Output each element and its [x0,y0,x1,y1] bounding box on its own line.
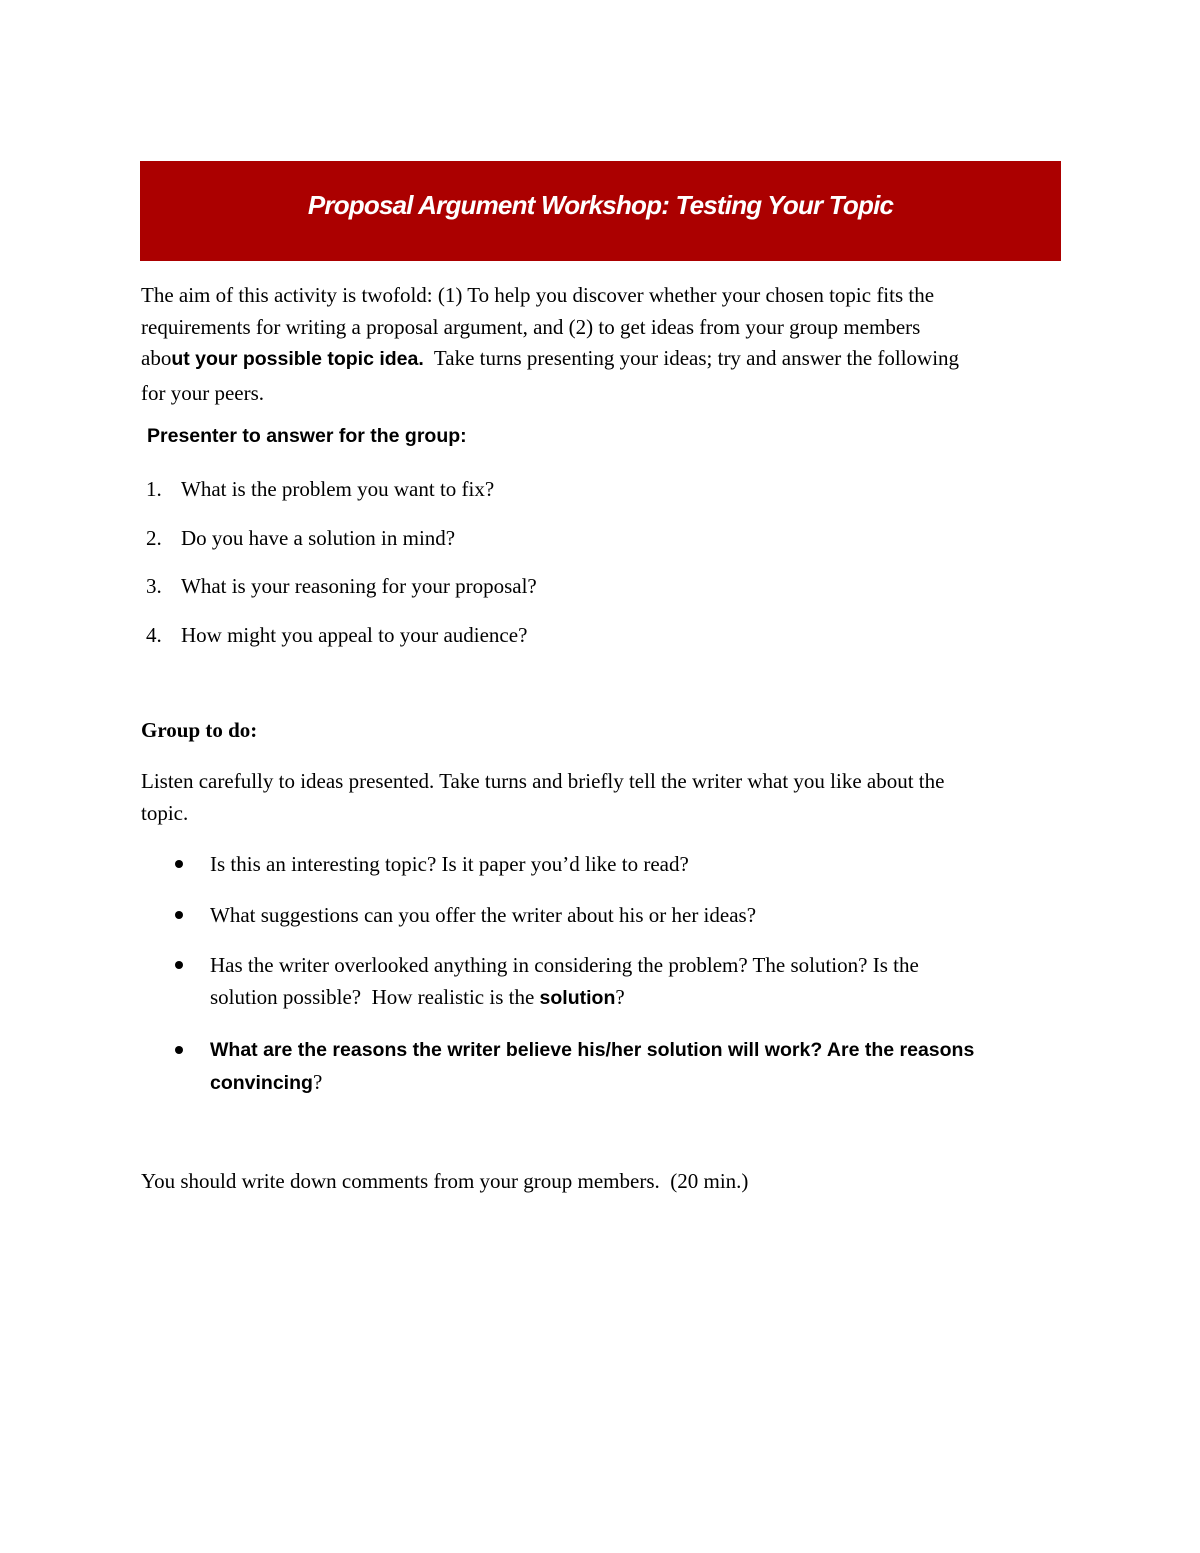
item-text: How might you appeal to your audience? [181,623,528,648]
page-title: Proposal Argument Workshop: Testing Your Topic [307,189,894,220]
bullet-bold-word: solution [539,987,616,1009]
bullet-icon [172,1034,210,1099]
bullet-line [210,1066,1052,1099]
list-item [141,523,1041,572]
list-item [141,620,1041,669]
list-item [172,1034,1052,1099]
closing-note: You should write down comments from your group members. (20 min.) [141,1169,749,1193]
item-text: Do you have a solution in mind? [181,525,456,550]
presenter-heading: Presenter to answer for the group: [147,425,467,447]
group-heading: Group to do: [141,718,258,742]
intro-line3-end: Take turns presenting your ideas; try and answer the following [423,346,960,370]
item-number: 3. [146,574,162,599]
bullet-line-end: ? [312,1070,323,1094]
bullet-icon [172,899,210,931]
bullet-icon [172,949,210,1014]
intro-line: requirements for writing a proposal argument, and (2) to get ideas from your group members [141,314,921,339]
bullet-line-end: ? [615,985,625,1009]
bullet-text [210,1034,1052,1099]
bullet-line-start: solution possible? How realistic is the [210,985,540,1009]
item-text: What is the problem you want to fix? [181,477,495,501]
intro-bold-phrase: ut your possible topic idea. [171,348,424,370]
list-item [141,474,1041,523]
bullet-line: Has the writer overlooked anything in considering the problem? The solution? Is the [210,953,919,977]
intro-line: The aim of this activity is twofold: (1) To help you discover whether your chosen topic fits the [141,283,935,307]
group-intro-paragraph [141,766,1053,829]
list-item [172,899,1052,931]
item-number: 1. [146,477,162,501]
list-item [172,949,1052,1014]
bullet-icon [172,848,210,880]
bullet-text: What suggestions can you offer the writer about his or her ideas? [210,903,757,927]
list-item [141,571,1041,620]
list-item [172,848,1052,880]
group-intro-line: topic. [141,800,189,825]
intro-line: for your peers. [141,380,265,405]
bullet-line: What are the reasons the writer believe his/her solution will work? Are the reasons [210,1039,975,1061]
intro-line [141,343,1053,376]
title-banner [140,161,1061,261]
item-number: 4. [146,623,162,648]
intro-line3-start: abo [141,346,172,370]
group-intro-line: Listen carefully to ideas presented. Take turns and briefly tell the writer what you like about the [141,769,945,793]
item-number: 2. [146,525,162,550]
item-text: What is your reasoning for your proposal? [181,574,537,599]
group-bullet-list [172,848,1052,1099]
bullet-line [210,981,1052,1014]
intro-paragraph [141,280,1053,409]
bullet-bold-word: convincing [210,1072,313,1094]
bullet-text: Is this an interesting topic? Is it paper you’d like to read? [210,852,689,876]
presenter-question-list [141,474,1041,669]
bullet-text [210,949,1052,1014]
